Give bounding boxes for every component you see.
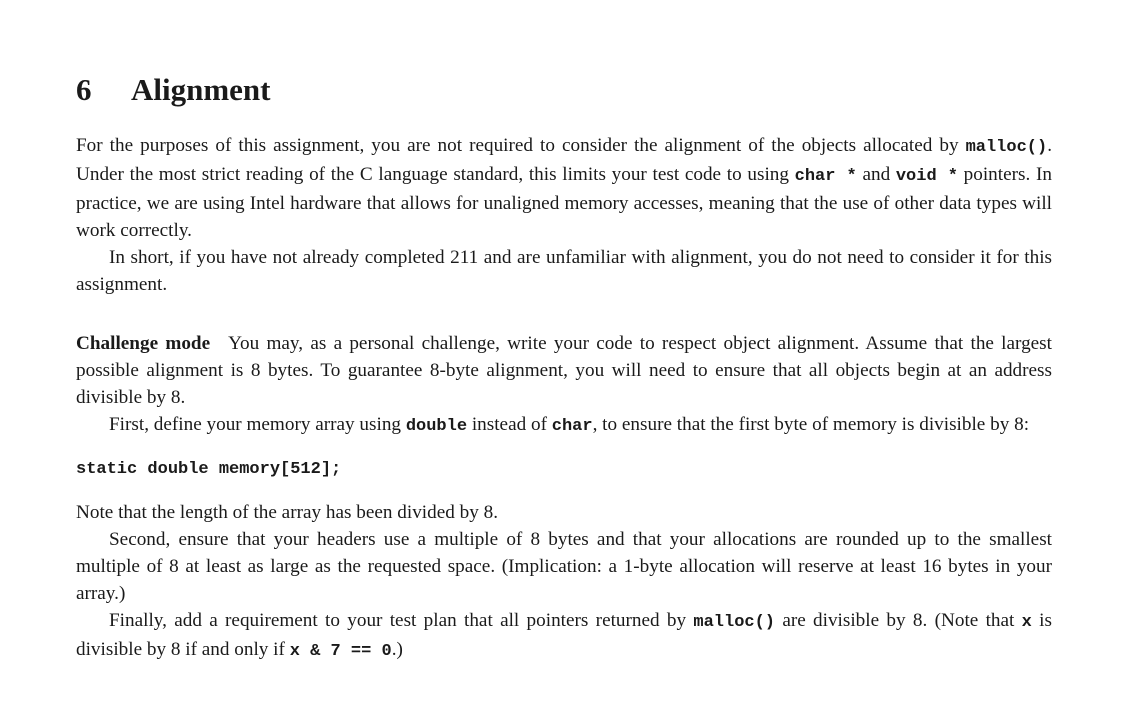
section-heading [76, 70, 1052, 110]
intro-paragraph-2: In short, if you have not already completed 211 and are unfamiliar with alignment, you do not need to consider it for this assignment. [76, 247, 1052, 295]
text-run: , to ensure that the first byte of memory is divisible by 8: [592, 414, 1030, 435]
code-inline: double [405, 417, 468, 436]
text-run: Finally, add a requirement to your test plan that all pointers returned by [109, 610, 694, 631]
text-run: is divisible by 8 if and only if [76, 610, 1052, 660]
text-run: pointers. In practice, we are using Intel hardware that allows for unaligned memory accesses, meaning that the use of other data types will work correctly. [76, 164, 1052, 241]
code-inline: x & 7 == 0 [289, 642, 392, 661]
text-run: instead of [467, 414, 552, 435]
section-number: 6 [76, 72, 92, 107]
code-inline: void * [895, 167, 958, 186]
code-block: static double memory[512]; [76, 460, 342, 479]
challenge-paragraph-4: Second, ensure that your headers use a multiple of 8 bytes and that your allocations are rounded up to the smallest multiple of 8 at least as large as the requested space. (Implication: a 1-byte allocation will reserve at least 16 bytes in your array.) [76, 529, 1052, 604]
text-run: .) [391, 639, 403, 660]
section-title: Alignment [131, 72, 271, 107]
code-inline: malloc() [965, 138, 1048, 157]
challenge-paragraph-2 [76, 411, 1052, 440]
challenge-heading: Challenge mode [76, 333, 211, 354]
challenge-paragraph-3: Note that the length of the array has been divided by 8. [76, 502, 498, 523]
challenge-paragraph-5 [76, 607, 1052, 665]
code-inline: char [551, 417, 593, 436]
text-run: You may, as a personal challenge, write your code to respect object alignment. Assume that the largest possible alignment is 8 bytes. To guarantee 8-byte alignment, you will need to ensure that all objects begin at an address divisible by 8. [76, 333, 1052, 408]
document-page [76, 70, 1052, 665]
text-run: and [856, 164, 896, 185]
challenge-paragraph-1 [76, 330, 1052, 411]
text-run: . Under the most strict reading of the C language standard, this limits your test code to using [76, 135, 1052, 185]
text-run: First, define your memory array using [109, 414, 406, 435]
text-run: For the purposes of this assignment, you are not required to consider the alignment of the objects allocated by [76, 135, 966, 156]
code-inline: char * [794, 167, 857, 186]
text-run: are divisible by 8. (Note that [775, 610, 1022, 631]
code-inline: x [1021, 613, 1032, 632]
intro-paragraph-1 [76, 132, 1052, 244]
code-inline: malloc() [693, 613, 776, 632]
